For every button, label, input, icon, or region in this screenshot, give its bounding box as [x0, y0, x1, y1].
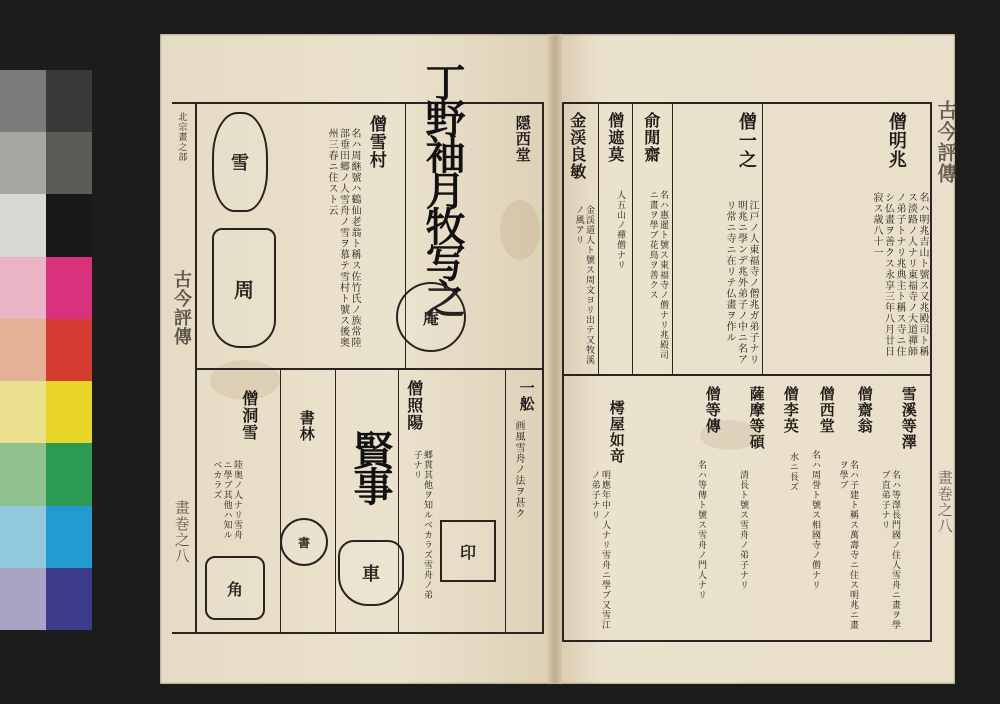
right-frame-outer-vertical [562, 102, 564, 642]
right-frame-bottom [562, 640, 932, 642]
color-swatch [0, 132, 46, 194]
entry-name-tosetsu: 僧洞雪 [239, 390, 259, 441]
right-frame-top [562, 102, 932, 104]
color-swatch [0, 70, 46, 132]
color-swatch [0, 194, 46, 256]
entry-name-yukansai: 俞閒齋 [641, 112, 661, 163]
seal-circular-shorin: 書 [280, 518, 328, 566]
right-frame-inner-vertical [930, 102, 932, 642]
entry-name-settan: 雪溪等澤 [899, 386, 918, 450]
seal-vase: 周 [212, 228, 276, 348]
color-swatch [46, 132, 92, 194]
color-swatch [0, 381, 46, 443]
entry-text-ryobin: 金渓道人ト號ス周文ヨリ出テ又牧溪ノ風アリ [573, 205, 594, 365]
left-col-rule [335, 370, 336, 632]
book-gutter [548, 34, 562, 684]
entry-text-shoyo: 郷貫其他ヲ知ルベカラズ雪舟ノ弟子ナリ [411, 450, 432, 600]
color-swatch [0, 257, 46, 319]
entry-name-saido: 僧西堂 [817, 386, 836, 434]
seal-gourd: 雪 [212, 112, 268, 212]
color-swatch [46, 568, 92, 630]
entry-text-meicho: 名ハ明兆吉山ト號ス又兆殿司ト稱ス淡路ノ人ナリ東福寺ノ大道禪師ノ弟子トナリ兆典主ト稱ス寺ニ住シ仏畫ヲ善クス永享三年八月廿日寂ス歳八十一 [871, 192, 928, 357]
seal-pot-shape: 車 [338, 540, 404, 606]
color-swatch [0, 319, 46, 381]
left-frame-middle [195, 368, 544, 370]
margin-header: 北宗畫之部 [176, 112, 187, 162]
entry-text-ichinoshi: 江戸ノ人東福寺ノ僧兆ガ弟子ナリ明兆ニ學ンデ兆外弟子ノ中ニ名アリ常ニ寺ニ在リテ仏畫ヲ作ル [724, 200, 758, 365]
entry-text-settan: 名ハ等澤長門國ノ住人雪舟ニ畫ヲ學ブ直弟子ナリ [879, 470, 900, 630]
seal-circular-an: 庵 [396, 282, 466, 352]
entry-text-tosetsu: 陸奥ノ人ナリ雪舟ニ學ブ其他ハ知ルベカラズ [211, 460, 242, 540]
paper-stain [500, 200, 540, 260]
left-frame-inner-vertical [195, 102, 197, 632]
color-swatch [0, 568, 46, 630]
right-spine-title: 古今評傳 [934, 100, 958, 184]
color-calibration-card [0, 70, 92, 630]
entry-text-josoya: 明應年中ノ人ナリ雪舟ニ學ブ又雪江ノ弟子ナリ [589, 470, 610, 630]
right-spine-volume: 畫巻之八 [935, 470, 954, 534]
entry-name-satsuma: 薩摩等碩 [747, 386, 766, 450]
color-swatch [46, 319, 92, 381]
entry-name-meicho: 僧明兆 [885, 112, 907, 169]
entry-name-shoyo: 僧照陽 [404, 380, 424, 431]
entry-name-ryobin: 金渓良敏 [567, 112, 587, 180]
color-swatch [46, 194, 92, 256]
entry-name-ikko: 一舩 [517, 380, 536, 412]
entry-text-sesson: 名ハ周継號ハ鶴仙老翁ト稱ス佐竹氏ノ族常陸部垂田郷ノ人雪舟ノ雪ヲ慕テ雪村ト號ス後奥州三春ニ住スト云 [326, 128, 360, 348]
entry-text-toden: 名ハ等傳ト號ス雪舟ノ門人ナリ [696, 460, 706, 600]
left-col-rule [505, 370, 506, 632]
color-swatch [46, 70, 92, 132]
right-frame-middle [562, 374, 932, 376]
left-frame-top [172, 102, 544, 104]
seal-square-left: 角 [205, 556, 265, 620]
entry-text-satsuma: 清長ト號ス雪舟ノ弟子ナリ [738, 470, 748, 590]
entry-name-saio: 僧齋翁 [855, 386, 874, 434]
color-swatch [0, 443, 46, 505]
color-swatch [46, 443, 92, 505]
entry-text-shakei: 人五山ノ禪僧ナリ [615, 190, 625, 270]
brush-signature-bottom: 賢事 [347, 430, 394, 502]
color-swatch [0, 506, 46, 568]
spine-title: 古今評傳 [170, 270, 192, 346]
right-col-rule [598, 104, 599, 374]
entry-text-yukansai: 名ハ惠暹ト號ス東福寺ノ僧ナリ兆殿司ニ畫ヲ學ブ花鳥ヲ善クス [647, 190, 668, 360]
entry-name-rian: 僧李英 [781, 386, 800, 434]
entry-name-josoya: 樗屋如竒 [607, 400, 626, 464]
entry-name-ichinoshi: 僧一之 [735, 112, 757, 169]
brush-signature-top: 丁野袖月牧写之 [419, 62, 466, 314]
entry-name-inseido: 隠西堂 [513, 115, 532, 163]
left-frame-bottom [172, 632, 544, 634]
entry-name-shakei: 僧遮莫 [605, 112, 625, 163]
left-frame-outer-vertical [542, 102, 544, 634]
spine-volume: 畫巻之八 [172, 500, 191, 564]
color-swatch [46, 506, 92, 568]
entry-text-saido: 名ハ周誉ト號ス相國寺ノ僧ナリ [810, 450, 820, 590]
entry-text-rian: 水ニ長ズ [788, 452, 798, 492]
color-swatch [46, 257, 92, 319]
right-col-rule [762, 104, 763, 374]
entry-text-ikko: 画風雪舟ノ法ヲ甚ク [513, 420, 524, 519]
entry-name-sesson: 僧雪村 [365, 115, 386, 169]
entry-name-toden: 僧等傳 [703, 386, 722, 434]
entry-text-saio: 名ハ子建ト稱ス萬壽寺ニ住ス明兆ニ畫ヲ學ブ [837, 460, 858, 630]
left-col-rule [280, 370, 281, 632]
right-col-rule [672, 104, 673, 374]
right-col-rule [632, 104, 633, 374]
color-swatch [46, 381, 92, 443]
entry-name-shorin: 書林 [297, 410, 316, 442]
seal-square-right: 印 [440, 520, 496, 582]
